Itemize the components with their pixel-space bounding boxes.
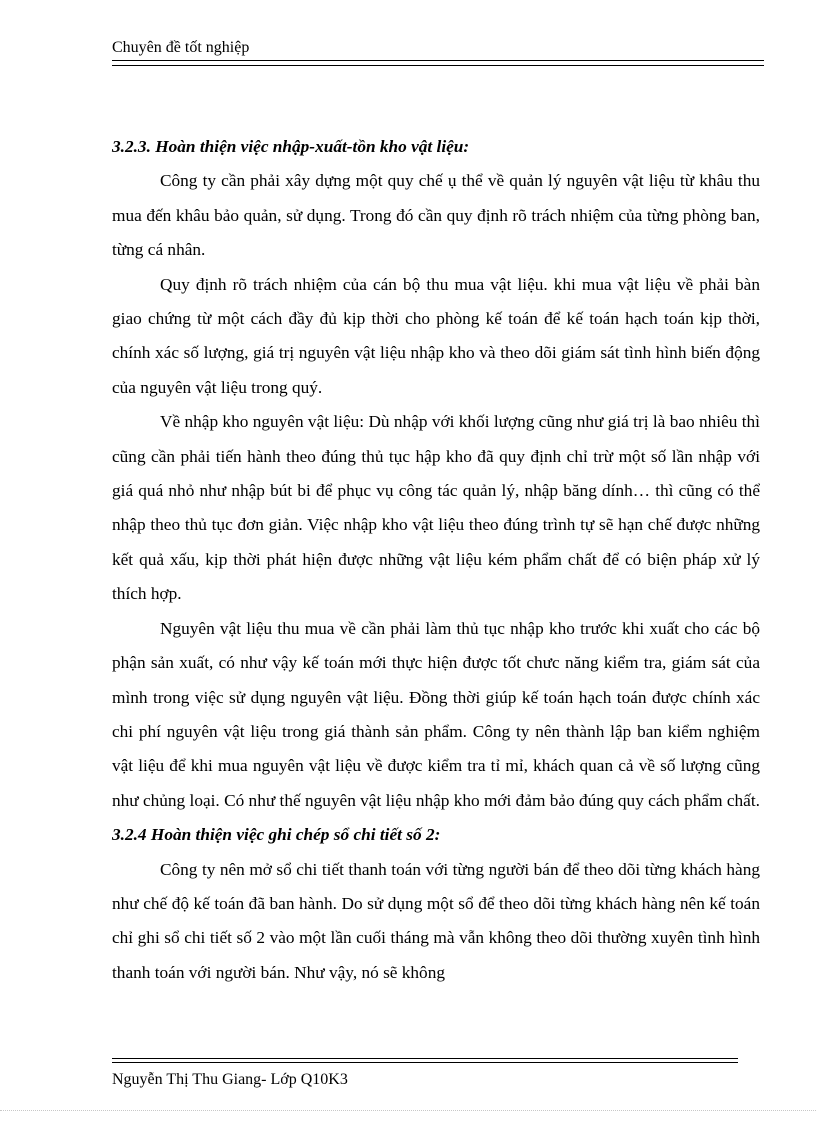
paragraph: Về nhập kho nguyên vật liệu: Dù nhập với khối lượng cũng như giá trị là bao nhiêu thì cũng cần phải tiến hành theo đúng thủ tục hập kho đã quy định chỉ trừ một số lần nhập với giá quá nhỏ như nhập bút bi để phục vụ công tác quản lý, nhập băng dính… thì cũng có thể nhập theo thủ tục đơn giản. Việc nhập kho vật liệu theo đúng trình tự sẽ hạn chế được những kết quả xấu, kịp thời phát hiện được những vật liệu kém phẩm chất để có biện pháp xử lý thích hợp. (112, 412, 760, 604)
page-header: Chuyên đề tốt nghiệp (112, 39, 250, 56)
footer-rule (112, 1058, 738, 1063)
page-footer: Nguyễn Thị Thu Giang- Lớp Q10K3 (112, 1071, 348, 1088)
paragraph: Quy định rõ trách nhiệm của cán bộ thu mua vật liệu. khi mua vật liệu về phải bàn giao chứng từ một cách đầy đủ kịp thời cho phòng kế toán để kế toán hạch toán kịp thời, chính xác số lượng, giá trị nguyên vật liệu nhập kho và theo dõi giám sát tình hình biến động của nguyên vật liệu trong quý. (112, 274, 760, 397)
section-heading-3-2-3: 3.2.3. Hoàn thiện việc nhập-xuất-tồn kho vật liệu: (112, 137, 470, 156)
paragraph: Nguyên vật liệu thu mua về cần phải làm thủ tục nhập kho trước khi xuất cho các bộ phận sản xuất, có như vậy kế toán mới thực hiện được tốt chưc năng kiểm tra, giám sát của mình trong việc sử dụng nguyên vật liệu. Đồng thời giúp kế toán hạch toán được chính xác chi phí nguyên vật liệu trong giá thành sản phẩm. Công ty nên thành lập ban kiểm nghiệm vật liệu để khi mua nguyên vật liệu về được kiểm tra tỉ mỉ, khách quan cả về số lượng cũng như chủng loại. Có như thế nguyên vật liệu nhập kho mới đảm bảo đúng quy cách phẩm chất. (112, 618, 760, 810)
section-heading-3-2-4: 3.2.4 Hoàn thiện việc ghi chép sổ chi tiết số 2: (112, 825, 441, 845)
paragraph: Công ty nên mở sổ chi tiết thanh toán với từng người bán để theo dõi từng khách hàng như chế độ kế toán đã ban hành. Do sử dụng một sổ để theo dõi từng khách hàng nên kế toán chỉ ghi sổ chi tiết số 2 vào một lần cuối tháng mà vẫn không theo dõi thường xuyên tình hình thanh toán với người bán. Như vậy, nó sẽ không (112, 859, 760, 982)
document-body (112, 130, 760, 990)
paragraph: Công ty cần phải xây dựng một quy chế ụ thể về quản lý nguyên vật liệu từ khâu thu mua đến khâu bảo quản, sử dụng. Trong đó cần quy định rõ trách nhiệm của từng phòng ban, từng cá nhân. (112, 171, 760, 260)
header-rule (112, 60, 764, 66)
page-edge-divider (0, 1110, 816, 1111)
